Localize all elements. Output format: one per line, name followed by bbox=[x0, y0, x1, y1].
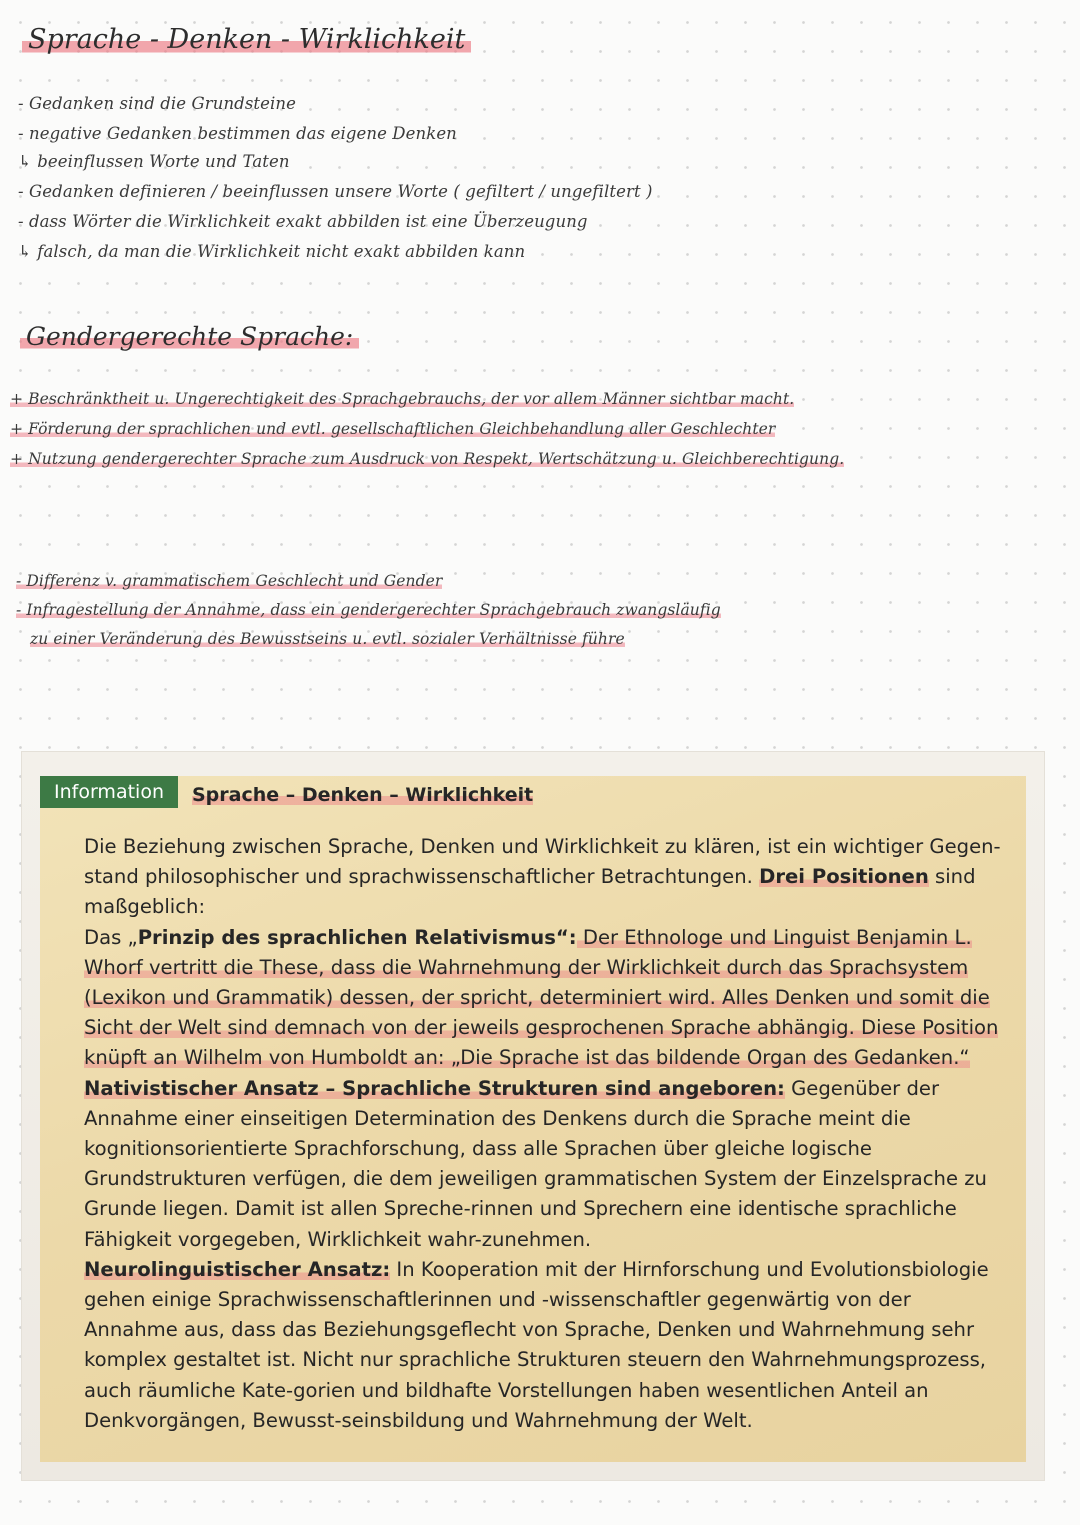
plus-line-2: + Förderung der sprachlichen und evtl. gesellschaftlichen Gleichbehandlung aller Geschlechter bbox=[10, 420, 776, 438]
paragraph-nativistisch: Nativistischer Ansatz – Sprachliche Strukturen sind angeboren: Gegenüber der Annahme einer einseitigen Determination des Denkens durch die Sprache meint die kognitionsorientierte Sprachforschung, dass alle Sprachen über gleiche logische Grundstrukturen verfügen, die dem jeweiligen grammatischen System der Einzelsprache zu Grunde liegen. Damit ist allen Spreche-rinnen und Sprechern eine identische sprachliche Fähigkeit vorgegeben, Wirklichkeit wahr-zunehmen. bbox=[84, 1076, 987, 1251]
plus-line-1: + Beschränktheit u. Ungerechtigkeit des Sprachgebrauchs, der vor allem Männer sichtbar macht. bbox=[10, 390, 795, 408]
minus-line-1: - Differenz v. grammatischem Geschlecht und Gender bbox=[16, 572, 443, 590]
minus-line-2: - Infragestellung der Annahme, dass ein gendergerechter Sprachgebrauch zwangsläufig bbox=[16, 601, 721, 619]
information-body bbox=[84, 832, 1004, 1436]
note-line-1: - Gedanken sind die Grundsteine bbox=[18, 94, 296, 113]
paragraph-neurolinguistisch: Neurolinguistischer Ansatz: In Kooperation mit der Hirnforschung und Evolutionsbiologie gehen einige Sprachwissenschaftlerinnen und -wissenschaftler gegenwärtig von der Annahme aus, dass das Beziehungsgeflecht von Sprache, Denken und Wahrnehmung sehr komplex gestaltet ist. Nicht nur sprachliche Strukturen steuern den Wahrnehmungsprozess, auch räumliche Kate-gorien und bildhafte Vorstellungen haben wesentlichen Anteil an Denkvorgängen, Bewusst-seinsbildung und Wahrnehmung der Welt. bbox=[84, 1257, 989, 1432]
paragraph-relativismus: Das „Prinzip des sprachlichen Relativismus“: Der Ethnologe und Linguist Benjamin L. Whorf vertritt die These, dass die Wahrnehmung der Wirklichkeit durch das Sprachsystem (Lexikon und Grammatik) dessen, der spricht, determiniert wird. Alles Denken und somit die Sicht der Welt sind demnach von der jeweils gesprochenen Sprache abhängig. Diese Position knüpft an Wilhelm von Humboldt an: „Die Sprache ist das bildende Organ des Gedanken.“ bbox=[84, 925, 999, 1070]
note-line-2: - negative Gedanken bestimmen das eigene Denken bbox=[18, 124, 457, 143]
notes-title: Sprache - Denken - Wirklichkeit bbox=[22, 24, 471, 55]
note-line-6: ↳ falsch, da man die Wirklichkeit nicht exakt abbilden kann bbox=[18, 242, 526, 261]
note-line-4: - Gedanken definieren / beeinflussen unsere Worte ( gefiltert / ungefiltert ) bbox=[18, 182, 653, 201]
section-title-gender: Gendergerechte Sprache: bbox=[20, 322, 359, 351]
note-line-5: - dass Wörter die Wirklichkeit exakt abbilden ist eine Überzeugung bbox=[18, 212, 588, 231]
paragraph-intro: Die Beziehung zwischen Sprache, Denken und Wirklichkeit zu klären, ist ein wichtiger Gegen-stand philosophischer und sprachwissenschaftlicher Betrachtungen. Drei Positionen sind maßgeblich: bbox=[84, 835, 1001, 919]
plus-line-3: + Nutzung gendergerechter Sprache zum Ausdruck von Respekt, Wertschätzung u. Gleichberechtigung. bbox=[10, 450, 845, 468]
minus-line-3: zu einer Veränderung des Bewusstseins u. evtl. sozialer Verhältnisse führe bbox=[30, 630, 625, 648]
information-title: Sprache – Denken – Wirklichkeit bbox=[192, 784, 534, 806]
handwritten-notes bbox=[0, 0, 1080, 740]
information-label: Information bbox=[40, 776, 178, 808]
note-line-3: ↳ beeinflussen Worte und Taten bbox=[18, 152, 290, 171]
